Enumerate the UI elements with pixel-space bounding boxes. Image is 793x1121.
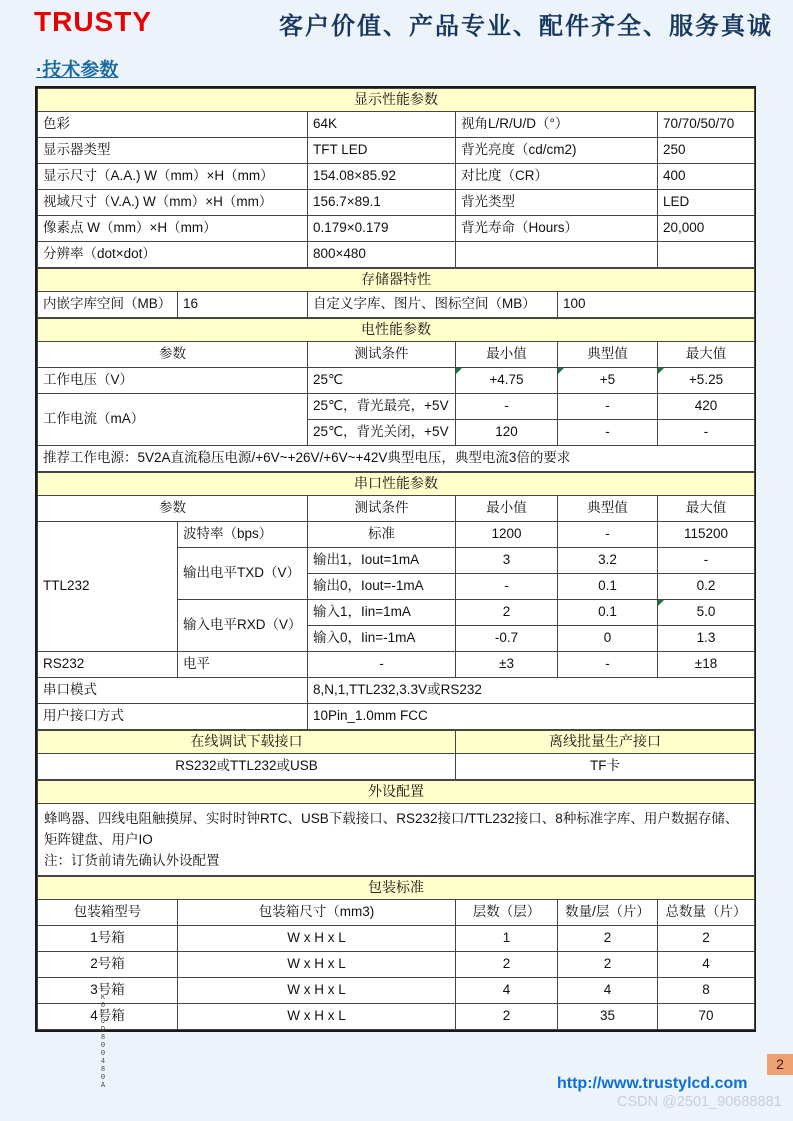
param-label: 显示器类型 bbox=[38, 138, 308, 164]
col-header: 最大值 bbox=[658, 496, 755, 522]
min-value: 120 bbox=[456, 420, 558, 446]
layers: 2 bbox=[456, 952, 558, 978]
table-row bbox=[38, 804, 755, 876]
max-value: 420 bbox=[658, 394, 755, 420]
section-title: 在线调试下载接口 bbox=[38, 731, 456, 754]
typ-value: - bbox=[558, 394, 658, 420]
param-label: 视域尺寸（V.A.) W（mm）×H（mm） bbox=[38, 190, 308, 216]
table-row bbox=[38, 394, 755, 420]
param-label: 分辨率（dot×dot） bbox=[38, 242, 308, 268]
param-label: 波特率（bps） bbox=[178, 522, 308, 548]
download-interface-table bbox=[37, 730, 755, 780]
col-header: 包装箱型号 bbox=[38, 900, 178, 926]
layers: 1 bbox=[456, 926, 558, 952]
qty-per-layer: 2 bbox=[558, 926, 658, 952]
param-label: 背光亮度（cd/cm2) bbox=[456, 138, 658, 164]
param-group-label: RS232 bbox=[38, 652, 178, 678]
total-qty: 8 bbox=[658, 978, 755, 1004]
param-value: TFT LED bbox=[308, 138, 456, 164]
comment-marker-icon bbox=[658, 600, 664, 606]
table-row bbox=[38, 164, 755, 190]
typ-value: - bbox=[558, 652, 658, 678]
col-header: 总数量（片） bbox=[658, 900, 755, 926]
test-condition: 25℃ bbox=[308, 368, 456, 394]
param-value bbox=[658, 242, 755, 268]
table-section-header bbox=[38, 269, 755, 292]
param-label bbox=[456, 242, 658, 268]
table-section-header bbox=[38, 877, 755, 900]
box-size: W x H x L bbox=[178, 978, 456, 1004]
col-header: 层数（层） bbox=[456, 900, 558, 926]
test-condition: - bbox=[308, 652, 456, 678]
typ-value: - bbox=[558, 522, 658, 548]
param-value: 16 bbox=[178, 292, 308, 318]
total-qty: 2 bbox=[658, 926, 755, 952]
table-row bbox=[38, 446, 755, 472]
test-condition: 25℃，背光最亮，+5V bbox=[308, 394, 456, 420]
min-value: - bbox=[456, 574, 558, 600]
peripherals-content bbox=[38, 804, 755, 876]
min-value: -0.7 bbox=[456, 626, 558, 652]
col-header: 包装箱尺寸（mm3) bbox=[178, 900, 456, 926]
param-group-label: TTL232 bbox=[38, 522, 178, 652]
param-label: 对比度（CR） bbox=[456, 164, 658, 190]
comment-marker-icon bbox=[658, 368, 664, 374]
col-header: 测试条件 bbox=[308, 342, 456, 368]
section-title: 显示性能参数 bbox=[38, 89, 755, 112]
test-condition: 输入1，Iin=1mA bbox=[308, 600, 456, 626]
qty-per-layer: 4 bbox=[558, 978, 658, 1004]
table-row bbox=[38, 292, 755, 318]
table-header-row bbox=[38, 496, 755, 522]
col-header: 测试条件 bbox=[308, 496, 456, 522]
max-value: - bbox=[658, 548, 755, 574]
col-header: 参数 bbox=[38, 496, 308, 522]
website-link[interactable]: http://www.trustylcd.com bbox=[557, 1075, 748, 1092]
test-condition: 输出0，Iout=-1mA bbox=[308, 574, 456, 600]
test-condition: 输入0，Iin=-1mA bbox=[308, 626, 456, 652]
max-value: 5.0 bbox=[658, 600, 755, 626]
param-value: 800×480 bbox=[308, 242, 456, 268]
typ-value: 0.1 bbox=[558, 600, 658, 626]
param-value: 8,N,1,TTL232,3.3V或RS232 bbox=[308, 678, 755, 704]
param-value: 70/70/50/70 bbox=[658, 112, 755, 138]
peripherals-line: 矩阵键盘、用户IO bbox=[44, 832, 153, 847]
min-value: - bbox=[456, 394, 558, 420]
param-value: 0.179×0.179 bbox=[308, 216, 456, 242]
table-section-header bbox=[38, 731, 755, 754]
total-qty: 70 bbox=[658, 1004, 755, 1030]
param-value: LED bbox=[658, 190, 755, 216]
table-section-header bbox=[38, 319, 755, 342]
table-row bbox=[38, 138, 755, 164]
typ-value: 3.2 bbox=[558, 548, 658, 574]
param-value: 20,000 bbox=[658, 216, 755, 242]
table-row bbox=[38, 242, 755, 268]
param-label: 显示尺寸（A.A.) W（mm）×H（mm） bbox=[38, 164, 308, 190]
box-size: W x H x L bbox=[178, 926, 456, 952]
table-row bbox=[38, 112, 755, 138]
comment-marker-icon bbox=[456, 368, 462, 374]
param-value: 64K bbox=[308, 112, 456, 138]
side-model-watermark: EK070D800480A bbox=[99, 986, 107, 1090]
min-value: ±3 bbox=[456, 652, 558, 678]
peripherals-note: 注：订货前请先确认外设配置 bbox=[44, 853, 220, 868]
param-value: 400 bbox=[658, 164, 755, 190]
table-row bbox=[38, 216, 755, 242]
table-row bbox=[38, 926, 755, 952]
memory-table bbox=[37, 268, 755, 318]
param-label: 内嵌字库空间（MB） bbox=[38, 292, 178, 318]
max-value: ±18 bbox=[658, 652, 755, 678]
csdn-watermark: CSDN @2501_90688881 bbox=[617, 1094, 782, 1110]
peripherals-table bbox=[37, 780, 755, 876]
box-size: W x H x L bbox=[178, 952, 456, 978]
packing-table bbox=[37, 876, 755, 1030]
max-value: 1.3 bbox=[658, 626, 755, 652]
table-section-header bbox=[38, 473, 755, 496]
table-row bbox=[38, 652, 755, 678]
total-qty: 4 bbox=[658, 952, 755, 978]
box-model: 2号箱 bbox=[38, 952, 178, 978]
col-header: 典型值 bbox=[558, 496, 658, 522]
test-condition: 输出1，Iout=1mA bbox=[308, 548, 456, 574]
param-value: 10Pin_1.0mm FCC bbox=[308, 704, 755, 730]
col-header: 最大值 bbox=[658, 342, 755, 368]
param-value: RS232或TTL232或USB bbox=[38, 754, 456, 780]
company-logo: TRUSTY bbox=[34, 6, 152, 37]
table-row bbox=[38, 1004, 755, 1030]
col-header: 典型值 bbox=[558, 342, 658, 368]
table-row bbox=[38, 704, 755, 730]
param-label: 电平 bbox=[178, 652, 308, 678]
param-value: 154.08×85.92 bbox=[308, 164, 456, 190]
section-title: 包装标准 bbox=[38, 877, 755, 900]
max-value: - bbox=[658, 420, 755, 446]
param-label: 色彩 bbox=[38, 112, 308, 138]
table-header-row bbox=[38, 342, 755, 368]
param-label: 用户接口方式 bbox=[38, 704, 308, 730]
layers: 4 bbox=[456, 978, 558, 1004]
table-row bbox=[38, 522, 755, 548]
param-label: 串口模式 bbox=[38, 678, 308, 704]
param-label: 工作电压（V） bbox=[38, 368, 308, 394]
section-title: 离线批量生产接口 bbox=[456, 731, 755, 754]
typ-value: - bbox=[558, 420, 658, 446]
electrical-table bbox=[37, 318, 755, 472]
typ-value: +5 bbox=[558, 368, 658, 394]
section-title: 外设配置 bbox=[38, 781, 755, 804]
section-title: 串口性能参数 bbox=[38, 473, 755, 496]
param-label: 视角L/R/U/D（°） bbox=[456, 112, 658, 138]
box-model: 3号箱 bbox=[38, 978, 178, 1004]
max-value: 0.2 bbox=[658, 574, 755, 600]
col-header: 最小值 bbox=[456, 496, 558, 522]
param-label: 背光类型 bbox=[456, 190, 658, 216]
typ-value: 0.1 bbox=[558, 574, 658, 600]
peripherals-line: 蜂鸣器、四线电阻触摸屏、实时时钟RTC、USB下载接口、RS232接口/TTL232接口、8种标准字库、用户数据存储、 bbox=[44, 811, 739, 826]
company-slogan: 客户价值、产品专业、配件齐全、服务真诚 bbox=[279, 14, 773, 40]
test-condition: 标准 bbox=[308, 522, 456, 548]
layers: 2 bbox=[456, 1004, 558, 1030]
table-row bbox=[38, 190, 755, 216]
col-header: 数量/层（片） bbox=[558, 900, 658, 926]
table-section-header bbox=[38, 89, 755, 112]
section-title: 电性能参数 bbox=[38, 319, 755, 342]
param-value: 100 bbox=[558, 292, 755, 318]
section-title: 存储器特性 bbox=[38, 269, 755, 292]
min-value: 1200 bbox=[456, 522, 558, 548]
max-value: 115200 bbox=[658, 522, 755, 548]
display-performance-table bbox=[37, 88, 755, 268]
param-value: TF卡 bbox=[456, 754, 755, 780]
col-header: 最小值 bbox=[456, 342, 558, 368]
min-value: 2 bbox=[456, 600, 558, 626]
spec-sheet bbox=[35, 86, 756, 1032]
table-row bbox=[38, 368, 755, 394]
box-size: W x H x L bbox=[178, 1004, 456, 1030]
power-supply-note: 推荐工作电源：5V2A直流稳压电源/+6V~+26V/+6V~+42V典型电压，典型电流3倍的要求 bbox=[38, 446, 755, 472]
param-value: 156.7×89.1 bbox=[308, 190, 456, 216]
param-label: 工作电流（mA） bbox=[38, 394, 308, 446]
table-row bbox=[38, 978, 755, 1004]
param-label: 输出电平TXD（V） bbox=[178, 548, 308, 600]
table-header-row bbox=[38, 900, 755, 926]
table-row bbox=[38, 678, 755, 704]
table-section-header bbox=[38, 781, 755, 804]
box-model: 4号箱 bbox=[38, 1004, 178, 1030]
comment-marker-icon bbox=[558, 368, 564, 374]
page-title: ·技术参数 bbox=[36, 60, 119, 81]
param-label: 像素点 W（mm）×H（mm） bbox=[38, 216, 308, 242]
serial-table bbox=[37, 472, 755, 730]
qty-per-layer: 35 bbox=[558, 1004, 658, 1030]
table-row bbox=[38, 952, 755, 978]
max-value: +5.25 bbox=[658, 368, 755, 394]
min-value: 3 bbox=[456, 548, 558, 574]
min-value: +4.75 bbox=[456, 368, 558, 394]
param-label: 输入电平RXD（V） bbox=[178, 600, 308, 652]
param-label: 背光寿命（Hours） bbox=[456, 216, 658, 242]
qty-per-layer: 2 bbox=[558, 952, 658, 978]
param-value: 250 bbox=[658, 138, 755, 164]
box-model: 1号箱 bbox=[38, 926, 178, 952]
col-header: 参数 bbox=[38, 342, 308, 368]
typ-value: 0 bbox=[558, 626, 658, 652]
page-number-badge: 2 bbox=[767, 1054, 793, 1075]
param-label: 自定义字库、图片、图标空间（MB） bbox=[308, 292, 558, 318]
table-row bbox=[38, 754, 755, 780]
test-condition: 25℃，背光关闭，+5V bbox=[308, 420, 456, 446]
